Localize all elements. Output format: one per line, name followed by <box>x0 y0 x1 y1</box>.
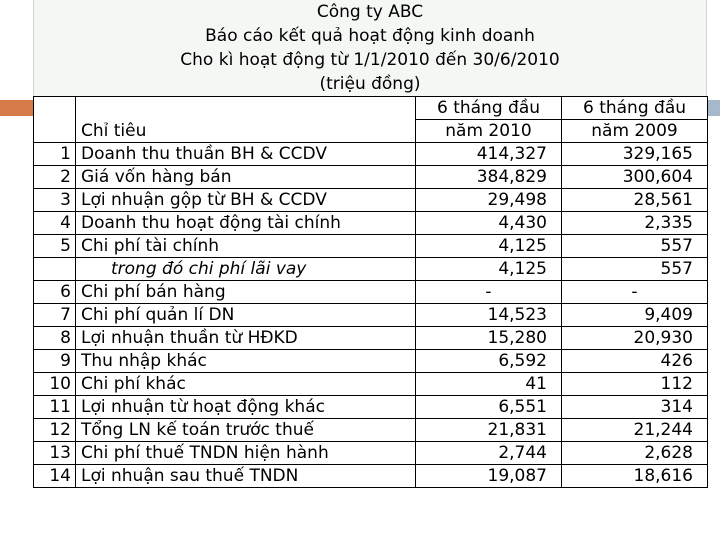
header-row-1 <box>34 97 708 120</box>
value-2010: 4,125 <box>416 258 562 281</box>
table-row <box>34 212 708 235</box>
table-row <box>34 419 708 442</box>
header-no-cell <box>34 97 76 143</box>
income-table <box>33 96 708 488</box>
row-label: Thu nhập khác <box>76 350 416 373</box>
value-2009: 426 <box>562 350 708 373</box>
slide-accent-bar-left <box>0 100 33 116</box>
row-label: Chi phí tài chính <box>76 235 416 258</box>
report-title: Báo cáo kết quả hoạt động kinh doanh <box>33 24 707 48</box>
value-2009: 2,335 <box>562 212 708 235</box>
header-indicator: Chỉ tiêu <box>76 97 416 143</box>
row-number: 6 <box>34 281 76 304</box>
row-label: Lợi nhuận gộp từ BH & CCDV <box>76 189 416 212</box>
header-2010-line1: 6 tháng đầu <box>416 97 562 120</box>
value-2009: 18,616 <box>562 465 708 488</box>
row-label: trong đó chi phí lãi vay <box>76 258 416 281</box>
header-2009-line1: 6 tháng đầu <box>562 97 708 120</box>
value-2009: 9,409 <box>562 304 708 327</box>
value-2010: 41 <box>416 373 562 396</box>
value-2010: 4,430 <box>416 212 562 235</box>
company-name: Công ty ABC <box>33 0 707 24</box>
row-label: Lợi nhuận từ hoạt động khác <box>76 396 416 419</box>
value-2009: 2,628 <box>562 442 708 465</box>
value-2010: 2,744 <box>416 442 562 465</box>
value-2010: 29,498 <box>416 189 562 212</box>
row-number: 14 <box>34 465 76 488</box>
value-2010: - <box>416 281 562 304</box>
row-number: 7 <box>34 304 76 327</box>
value-2009: - <box>562 281 708 304</box>
table-row <box>34 166 708 189</box>
row-label: Chi phí khác <box>76 373 416 396</box>
row-number: 10 <box>34 373 76 396</box>
value-2010: 21,831 <box>416 419 562 442</box>
row-label: Lợi nhuận thuần từ HĐKD <box>76 327 416 350</box>
row-number: 8 <box>34 327 76 350</box>
value-2009: 21,244 <box>562 419 708 442</box>
table-row <box>34 396 708 419</box>
row-label: Tổng LN kế toán trước thuế <box>76 419 416 442</box>
table-row <box>34 304 708 327</box>
row-number: 13 <box>34 442 76 465</box>
header-2009-line2: năm 2009 <box>562 120 708 143</box>
row-number: 4 <box>34 212 76 235</box>
value-2009: 112 <box>562 373 708 396</box>
row-number: 3 <box>34 189 76 212</box>
table-row <box>34 442 708 465</box>
value-2009: 329,165 <box>562 143 708 166</box>
value-2010: 4,125 <box>416 235 562 258</box>
row-label: Chi phí thuế TNDN hiện hành <box>76 442 416 465</box>
row-label: Chi phí quản lí DN <box>76 304 416 327</box>
value-2009: 557 <box>562 258 708 281</box>
row-label: Lợi nhuận sau thuế TNDN <box>76 465 416 488</box>
value-2009: 28,561 <box>562 189 708 212</box>
row-number: 1 <box>34 143 76 166</box>
row-number: 2 <box>34 166 76 189</box>
row-number: 12 <box>34 419 76 442</box>
header-2010-line2: năm 2010 <box>416 120 562 143</box>
table-row <box>34 235 708 258</box>
table-row <box>34 189 708 212</box>
report-period: Cho kì hoạt động từ 1/1/2010 đến 30/6/2010 <box>33 48 707 72</box>
value-2009: 20,930 <box>562 327 708 350</box>
table-row <box>34 327 708 350</box>
row-label: Doanh thu hoạt động tài chính <box>76 212 416 235</box>
slide-accent-bar-right <box>707 100 720 116</box>
table-row <box>34 465 708 488</box>
value-2009: 557 <box>562 235 708 258</box>
value-2010: 14,523 <box>416 304 562 327</box>
value-2010: 15,280 <box>416 327 562 350</box>
table-row <box>34 143 708 166</box>
report-unit: (triệu đồng) <box>33 72 707 96</box>
row-label: Chi phí bán hàng <box>76 281 416 304</box>
table-row <box>34 373 708 396</box>
value-2010: 19,087 <box>416 465 562 488</box>
value-2009: 300,604 <box>562 166 708 189</box>
income-statement <box>33 0 707 488</box>
row-number: 5 <box>34 235 76 258</box>
table-row <box>34 258 708 281</box>
row-label: Giá vốn hàng bán <box>76 166 416 189</box>
table-row <box>34 281 708 304</box>
row-number <box>34 258 76 281</box>
value-2010: 6,592 <box>416 350 562 373</box>
value-2009: 314 <box>562 396 708 419</box>
table-row <box>34 350 708 373</box>
value-2010: 6,551 <box>416 396 562 419</box>
row-label: Doanh thu thuần BH & CCDV <box>76 143 416 166</box>
value-2010: 414,327 <box>416 143 562 166</box>
row-number: 11 <box>34 396 76 419</box>
value-2010: 384,829 <box>416 166 562 189</box>
row-number: 9 <box>34 350 76 373</box>
